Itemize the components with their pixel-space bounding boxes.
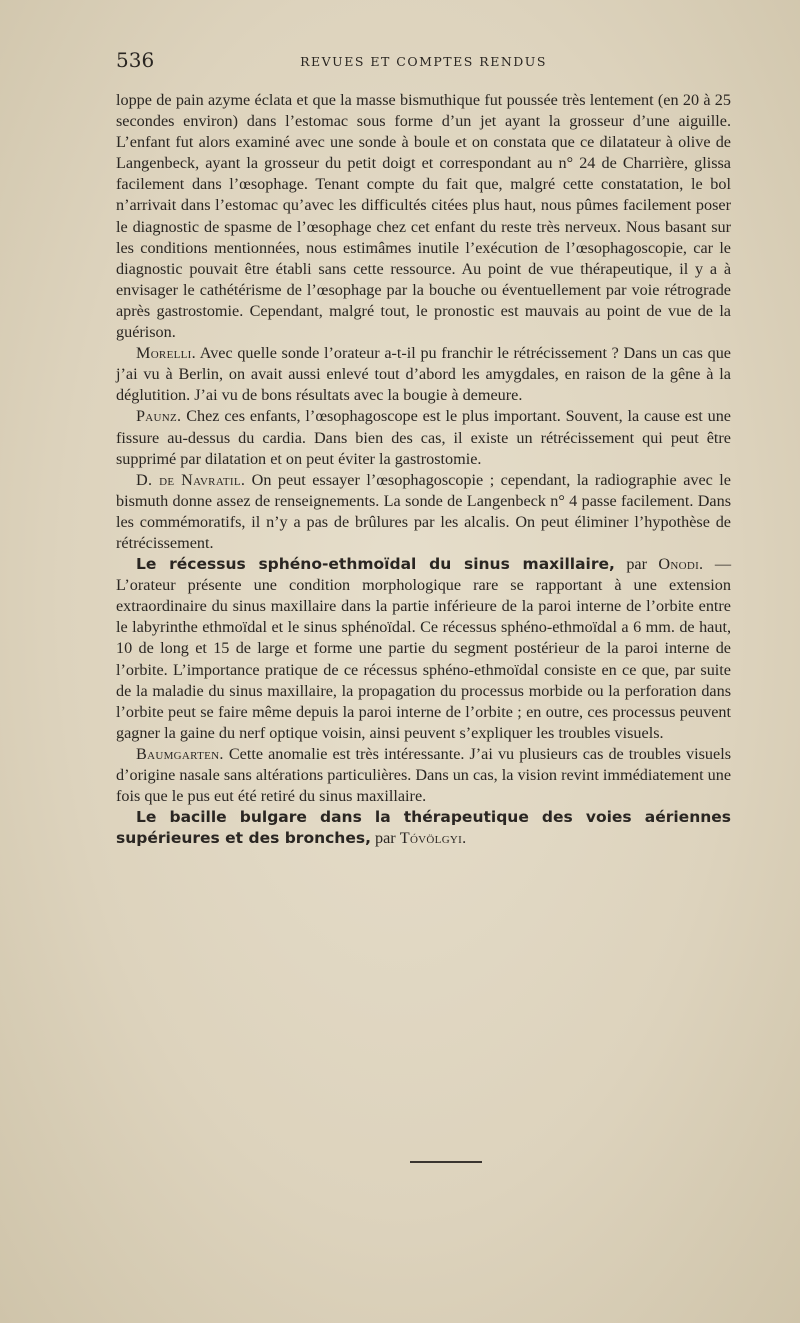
author-name: Tóvölgyi. (399, 829, 467, 848)
speaker-name: D. de Navratil. (136, 470, 246, 489)
paragraph-onodi (116, 554, 731, 744)
paragraph-text: loppe de pain azyme éclata et que la masse bismuthique fut poussée très lentement (en 20 à 25 secondes environ) dans l’estomac sous forme d’un jet ayant la grosseur d’une aiguille. L’enfant fut alors examiné avec une sonde à boule et on constata que ce dilatateur à olive de Langenbeck, ayant la grosseur du petit doigt et correspondant au n° 24 de Charrière, glissa facilement dans l’œsophage. Tenant compte du fait que, malgré cette constatation, le bol n’arrivait dans l’estomac qu’avec les difficultés citées plus haut, nous pûmes facilement poser le diagnostic de spasme de l’œsophage chez cet enfant du reste très nerveux. Nous basant sur les conditions mentionnées, nous estimâmes inutile l’exécution de l’œsophagoscopie, car le diagnostic pouvait être établi sans cette ressource. Au point de vue thérapeutique, il y a à envisager le cathétérisme de l’œsophage par la bouche ou éventuellement par voie rétrograde après gastrostomie. Cependant, malgré tout, le pronostic est mauvais au point de vue de la guérison. (116, 91, 731, 342)
speaker-name: Baumgarten. (136, 744, 224, 763)
paragraph-tovolgyi (116, 807, 731, 849)
paragraph-navratil (116, 470, 731, 554)
by-label: par (370, 829, 400, 848)
paragraph-text: On peut essayer l’œsophagoscopie ; cependant, la radiographie avec le bismuth donne assez de renseignements. La sonde de Langenbeck n° 4 passe facilement. Dans les commémoratifs, il n’y a pas de brûlures par les alcalis. On peut éliminer l’hypothèse de rétrécissement. (116, 470, 731, 552)
paragraph-paunz (116, 406, 731, 469)
paragraph-text: — L’orateur présente une condition morphologique rare se rapportant à une extension extraordinaire du sinus maxillaire dans la partie inférieure de la paroi interne de l’orbite entre le labyrinthe ethmoïdal et le sinus sphénoïdal. Ce récessus sphéno-ethmoïdal a 6 mm. de haut, 10 de long et 15 de large et forme une partie du segment postérieur de la paroi interne de l’orbite. L’importance pratique de ce récessus sphéno-ethmoïdal consiste en ce que, par suite de la maladie du sinus maxillaire, la propagation du processus morbide ou la perforation dans l’orbite peut se faire même depuis la paroi interne de l’orbite ; en outre, ces processus peuvent gagner la gaine du nerf optique voisin, ainsi peuvent s’expliquer les troubles visuels. (116, 555, 731, 742)
speaker-name: Morelli. (136, 344, 196, 363)
speaker-name: Paunz. (136, 407, 182, 426)
body-text (116, 90, 731, 849)
by-label: par (614, 555, 659, 574)
section-title: Le bacille bulgare dans la thérapeutique des voies aériennes supérieures et des bronches, (116, 808, 731, 848)
page-header (116, 48, 731, 72)
page-number: 536 (116, 48, 155, 72)
paragraph-baumgarten (116, 744, 731, 807)
paragraph-text: Chez ces enfants, l’œsophagoscope est le plus important. Souvent, la cause est une fissure au-dessus du cardia. Dans bien des cas, il existe un rétrécissement qui peut être supprimé par dilatation et on peut éviter la gastrostomie. (116, 407, 731, 468)
running-head: REVUES ET COMPTES RENDUS (300, 54, 547, 69)
section-title: Le récessus sphéno-ethmoïdal du sinus maxillaire, (136, 555, 615, 574)
paragraph-continuation (116, 90, 731, 343)
footer-rule (410, 1161, 482, 1163)
paragraph-text: Cette anomalie est très intéressante. J’ai vu plusieurs cas de troubles visuels d’origine nasale sans altérations particulières. Dans un cas, la vision revint immédiatement une fois que le pus eut été retiré du sinus maxillaire. (116, 744, 731, 806)
author-name: Onodi. (658, 555, 704, 574)
paragraph-text: Avec quelle sonde l’orateur a-t-il pu franchir le rétrécissement ? Dans un cas que j’ai vu à Berlin, on avait aussi enlevé tout d’abord les amygdales, en raison de la gêne à la déglutition. J’ai vu de bons résultats avec la bougie à demeure. (116, 344, 731, 405)
paragraph-morelli (116, 343, 731, 406)
